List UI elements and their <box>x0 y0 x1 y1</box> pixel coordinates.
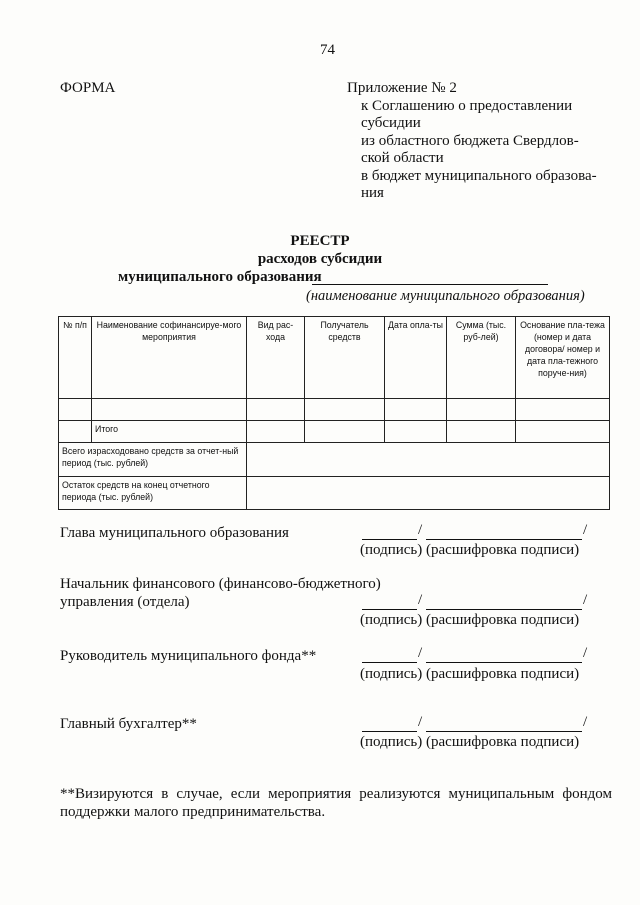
signature-slash: / <box>583 592 588 608</box>
table-remaining-row <box>59 477 610 510</box>
signature-label-accountant: Главный бухгалтер** <box>60 716 197 732</box>
table-header-row <box>59 317 610 399</box>
signature-label-finance: Начальник финансового (финансово-бюджетного) <box>60 576 381 592</box>
appendix-line: к Соглашению о предоставлении <box>361 97 573 114</box>
signature-line[interactable] <box>362 662 417 663</box>
form-label: ФОРМА <box>60 80 116 96</box>
signature-line[interactable] <box>362 539 417 540</box>
spent-label: Всего израсходовано средств за отчет-ный период (тыс. рублей) <box>59 443 247 477</box>
table-cell[interactable] <box>516 399 610 421</box>
signature-decode-line[interactable] <box>426 662 582 663</box>
signature-label-head: Глава муниципального образования <box>60 525 289 541</box>
signature-label-fund: Руководитель муниципального фонда** <box>60 648 317 664</box>
appendix-block <box>347 80 597 203</box>
signature-decode-line[interactable] <box>426 731 582 732</box>
remaining-value-cell[interactable] <box>247 477 610 510</box>
signature-caption: (подпись) (расшифровка подписи) <box>360 612 580 628</box>
table-cell[interactable] <box>385 399 447 421</box>
signature-slash: / <box>418 714 423 730</box>
table-row <box>59 399 610 421</box>
col-header-payment-date: Дата опла-ты <box>385 317 447 399</box>
remaining-label: Остаток средств на конец отчетного периода (тыс. рублей) <box>59 477 247 510</box>
table-cell[interactable] <box>447 399 516 421</box>
table-cell[interactable] <box>247 399 305 421</box>
table-cell[interactable] <box>516 421 610 443</box>
signature-label-finance-2: управления (отдела) <box>60 594 190 610</box>
signature-slash: / <box>418 592 423 608</box>
appendix-title: Приложение № 2 <box>347 80 457 96</box>
appendix-line: субсидии <box>361 115 421 131</box>
municipality-label: муниципального образования <box>118 269 322 285</box>
signature-caption: (подпись) (расшифровка подписи) <box>360 542 580 558</box>
signature-decode-line[interactable] <box>426 609 582 610</box>
signature-line[interactable] <box>362 609 417 610</box>
municipality-fill-line[interactable] <box>312 284 548 285</box>
total-label: Итого <box>92 421 247 443</box>
table-total-row <box>59 421 610 443</box>
footnote: **Визируются в случае, если мероприятия реализуются муниципальным фондом поддержки малого предпринимательства. <box>60 786 612 820</box>
col-header-expense-type: Вид рас-хода <box>247 317 305 399</box>
signature-slash: / <box>418 522 423 538</box>
table-cell[interactable] <box>92 399 247 421</box>
registry-table <box>58 316 610 510</box>
col-header-recipient: Получатель средств <box>305 317 385 399</box>
registry-subtitle: расходов субсидии <box>257 251 383 267</box>
table-spent-row <box>59 443 610 477</box>
table-cell[interactable] <box>305 421 385 443</box>
signature-slash: / <box>418 645 423 661</box>
table-cell[interactable] <box>385 421 447 443</box>
signature-line[interactable] <box>362 731 417 732</box>
appendix-line: из областного бюджета Свердлов- <box>361 132 579 149</box>
page-number: 74 <box>320 42 335 58</box>
table-cell[interactable] <box>247 421 305 443</box>
col-header-payment-basis: Основание пла-тежа (номер и дата договора/ номер и дата пла-тежного поруче-ния) <box>516 317 610 399</box>
appendix-line: ния <box>361 185 384 201</box>
signature-decode-line[interactable] <box>426 539 582 540</box>
signature-slash: / <box>583 714 588 730</box>
table-cell[interactable] <box>59 399 92 421</box>
appendix-line: ской области <box>361 150 444 166</box>
spent-value-cell[interactable] <box>247 443 610 477</box>
registry-title: РЕЕСТР <box>290 233 350 249</box>
table-cell[interactable] <box>305 399 385 421</box>
appendix-line: в бюджет муниципального образова- <box>361 167 597 184</box>
col-header-activity: Наименование софинансируе-мого мероприятия <box>92 317 247 399</box>
signature-slash: / <box>583 645 588 661</box>
municipality-hint: (наименование муниципального образования) <box>306 288 585 304</box>
signature-slash: / <box>583 522 588 538</box>
signature-caption: (подпись) (расшифровка подписи) <box>360 666 580 682</box>
table-cell[interactable] <box>447 421 516 443</box>
table-cell[interactable] <box>59 421 92 443</box>
col-header-amount: Сумма (тыс. руб-лей) <box>447 317 516 399</box>
col-header-number: № п/п <box>59 317 92 399</box>
signature-caption: (подпись) (расшифровка подписи) <box>360 734 580 750</box>
